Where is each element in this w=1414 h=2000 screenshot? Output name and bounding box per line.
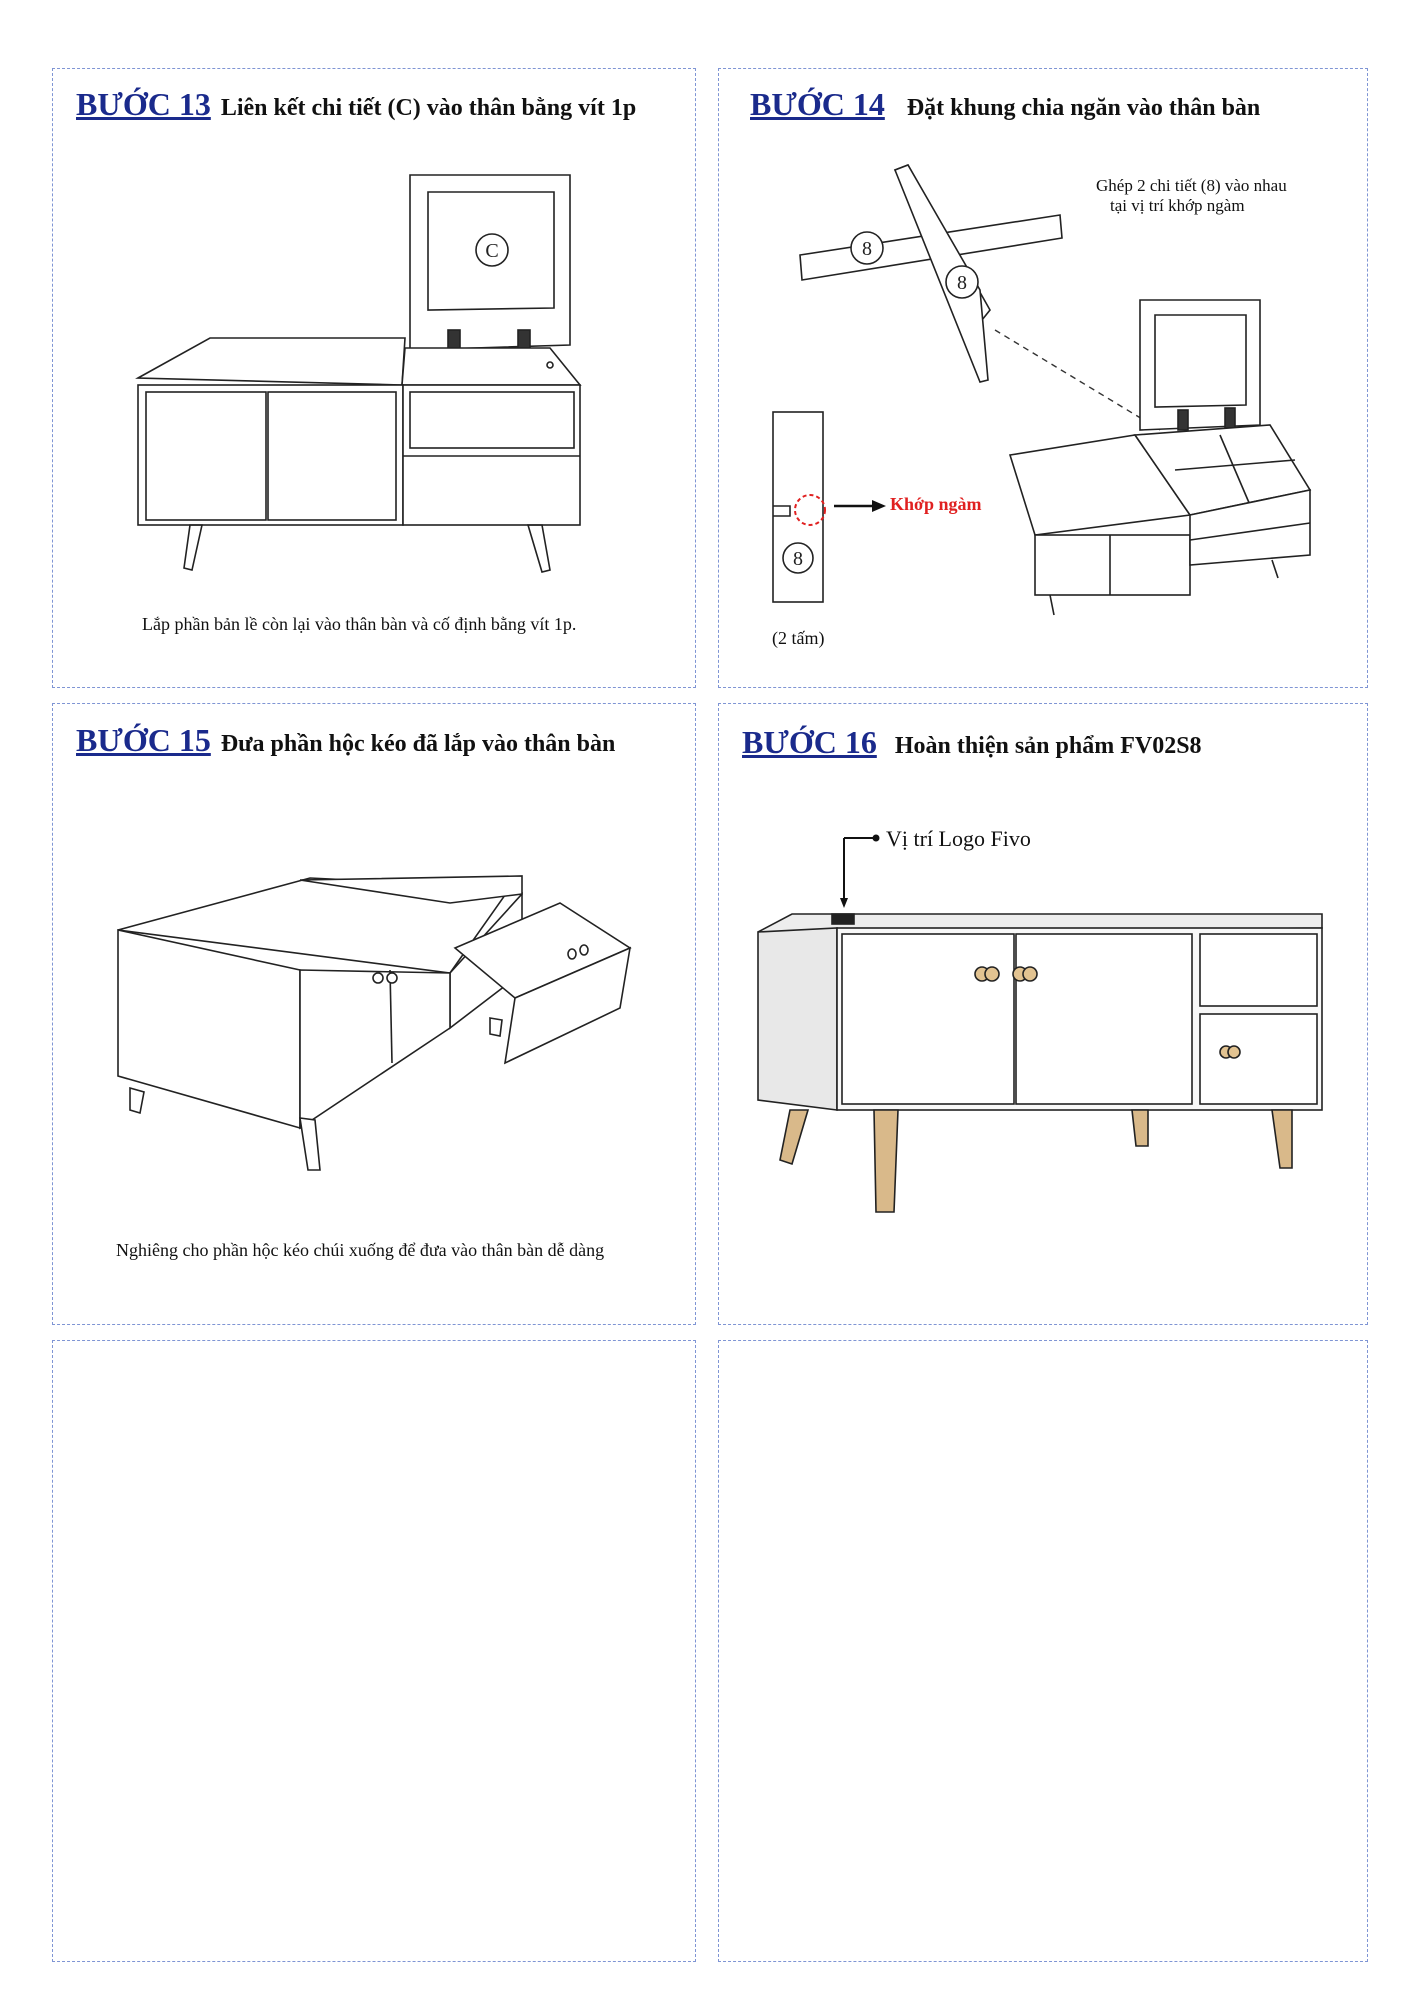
step-14-heading [750,86,1260,123]
step-14-title: Đặt khung chia ngăn vào thân bàn [906,95,1261,121]
step-16-title: Hoàn thiện sản phẩm FV02S8 [894,733,1202,759]
logo-location-label: Vị trí Logo Fivo [886,826,1031,851]
step-16-illustration [752,900,1332,1230]
joint-arrow [832,496,888,516]
step-13-title: Liên kết chi tiết (C) vào thân bằng vít 1p [220,95,637,121]
step-13-caption: Lắp phần bản lề còn lại vào thân bàn và cố định bằng vít 1p. [142,614,577,634]
divider-part-8-b: 8 [957,272,967,294]
step-16-heading [742,724,1202,761]
step-14-label: BƯỚC 14 [750,86,885,122]
divider-part-8-a: 8 [862,238,872,260]
step-15-heading [76,722,615,759]
empty-panel-left [52,1340,696,1962]
step-14-note-line2: tại vị trí khớp ngàm [1110,196,1245,215]
step-13-heading [76,86,636,123]
step-15-caption: Nghiêng cho phần hộc kéo chúi xuống để đưa vào thân bàn dễ dàng [116,1240,605,1260]
step-14-note-line1: Ghép 2 chi tiết (8) vào nhau [1096,176,1287,195]
single-panel-part-8: 8 [793,548,803,570]
joint-label: Khớp ngàm [890,494,982,514]
part-c-text: C [485,240,499,262]
step-14-single-panel [768,410,828,610]
step-16-label: BƯỚC 16 [742,724,877,760]
step-13-illustration [130,170,610,590]
step-14-cabinet [1010,295,1310,625]
step-15-title: Đưa phần hộc kéo đã lắp vào thân bàn [220,731,616,757]
empty-panel-right [718,1340,1368,1962]
step-15-illustration [110,858,650,1178]
quantity-label: (2 tấm) [772,628,825,648]
step-13-label: BƯỚC 13 [76,86,211,122]
step-15-label: BƯỚC 15 [76,722,211,758]
